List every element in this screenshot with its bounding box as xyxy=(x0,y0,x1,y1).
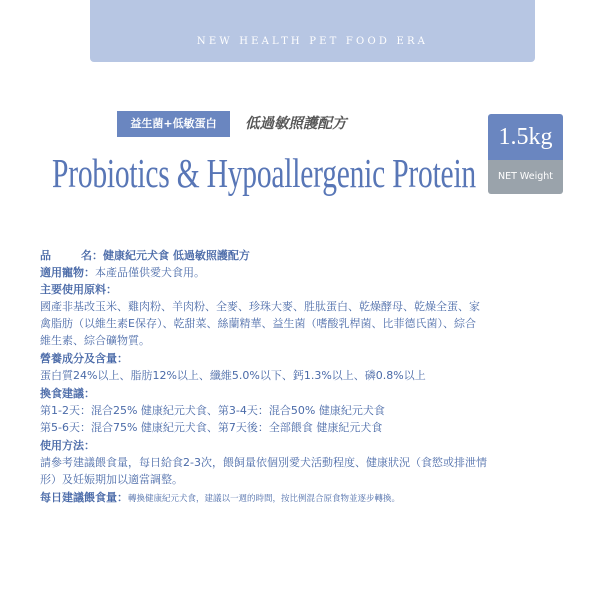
product-title: Probiotics & Hypoallergenic Protein xyxy=(52,150,476,196)
ingredients-line: 國產非基改玉米、雞肉粉、羊肉粉、全麥、珍珠大麥、胜肽蛋白、乾燥酵母、乾燥全蛋、家 xyxy=(40,300,480,313)
ingredients-line: 禽脂肪（以維生素E保存）、乾甜菜、絲蘭精華、益生菌（嗜酸乳桿菌、比菲德氏菌）、綜合 xyxy=(40,317,476,330)
weight-value: 1.5kg xyxy=(488,114,563,160)
product-name-row xyxy=(40,247,572,264)
nutrition-label: 營養成分及含量： xyxy=(40,352,128,365)
net-weight-badge xyxy=(488,114,563,194)
suitable-value: 本產品僅供愛犬食用。 xyxy=(95,266,205,279)
product-name-label-b: 名： xyxy=(81,249,103,262)
daily-amount-value: 轉換健康紀元犬食，建議以一週的時間，按比例混合原食物並逐步轉換。 xyxy=(128,494,401,504)
daily-amount-label: 每日建議餵食量： xyxy=(40,491,128,504)
probiotics-tag: 益生菌+低敏蛋白 xyxy=(117,111,230,137)
usage-line: 形）及妊娠期加以適當調整。 xyxy=(40,473,183,486)
usage-line: 請參考建議餵食量，每日給食2-3次，餵飼量依個別愛犬活動程度、健康狀況（食慾或排泄情 xyxy=(40,456,487,469)
formula-subtitle: 低過敏照護配方 xyxy=(245,116,347,132)
weight-label: NET Weight xyxy=(488,160,563,194)
product-name-label-a: 品 xyxy=(40,249,51,262)
product-name-value: 健康紀元犬食 低過敏照護配方 xyxy=(103,249,250,262)
suitable-label: 適用寵物： xyxy=(40,266,95,279)
suitable-row xyxy=(40,264,572,281)
ingredients-line: 維生素、綜合礦物質。 xyxy=(40,334,150,347)
product-info xyxy=(40,247,572,508)
transition-line: 第5-6天：混合75% 健康紀元犬食、第7天後：全部餵食 健康紀元犬食 xyxy=(40,421,383,434)
transition-line: 第1-2天：混合25% 健康紀元犬食、第3-4天：混合50% 健康紀元犬食 xyxy=(40,404,385,417)
ingredients-label: 主要使用原料： xyxy=(40,283,117,296)
top-banner xyxy=(90,0,535,62)
usage-label: 使用方法： xyxy=(40,439,95,452)
daily-amount-row xyxy=(40,489,572,508)
transition-label: 換食建議： xyxy=(40,387,95,400)
nutrition-line: 蛋白質24%以上、脂肪12%以上、纖維5.0%以下、鈣1.3%以上、磷0.8%以上 xyxy=(40,369,426,382)
banner-text: NEW HEALTH PET FOOD ERA xyxy=(196,36,429,47)
